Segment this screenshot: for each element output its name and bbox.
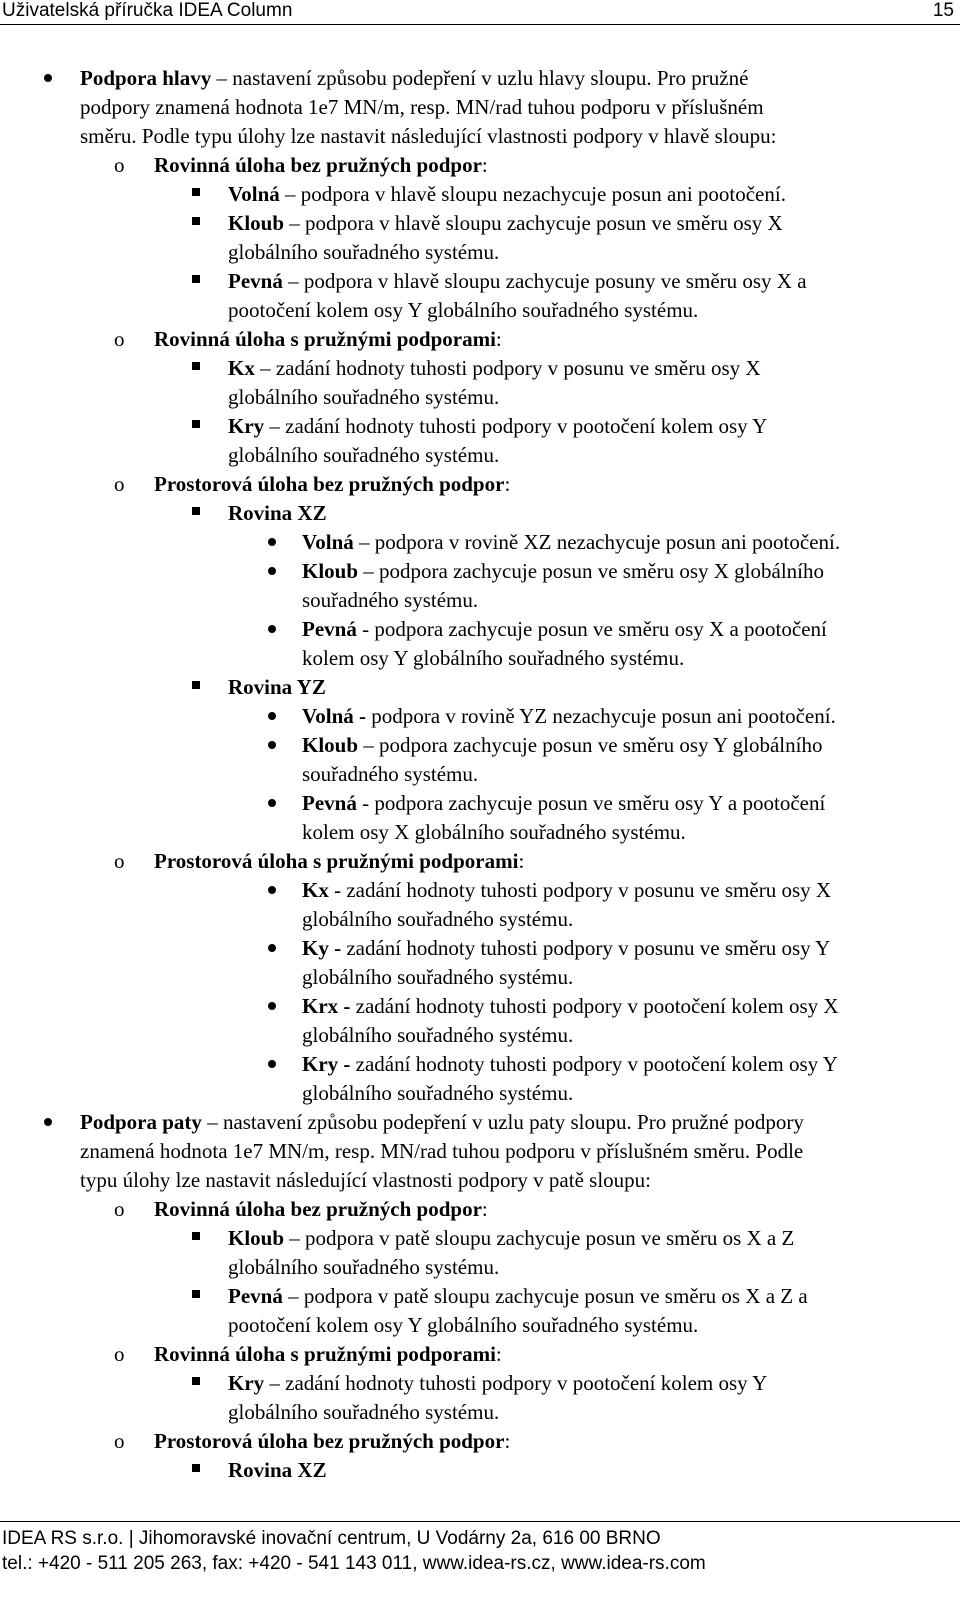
bullet-square-icon: [190, 1224, 206, 1253]
description-text: typu úlohy lze nastavit následující vlastnosti podpory v patě sloupu:: [80, 1168, 651, 1192]
term-label: Pevná: [302, 791, 357, 815]
bullet-dot-icon: [264, 528, 280, 557]
list-item: [0, 325, 960, 354]
list-item: [0, 1224, 960, 1282]
page-header: [0, 0, 960, 25]
description-text: směru. Podle typu úlohy lze nastavit následující vlastnosti podpory v hlavě sloupu:: [80, 124, 777, 148]
text-line: [228, 1369, 960, 1398]
description-text: pootočení kolem osy Y globálního souřadného systému.: [228, 1313, 699, 1337]
text-line: [228, 296, 960, 325]
description-text: globálního souřadného systému.: [302, 907, 574, 931]
description-text: :: [518, 849, 525, 873]
list-item: [0, 267, 960, 325]
text-line: [228, 180, 960, 209]
page-footer: [0, 1521, 960, 1576]
description-text: – podpora v rovině XZ nezachycuje posun ani pootočení.: [353, 530, 841, 554]
text-line: [228, 267, 960, 296]
description-text: globálního souřadného systému.: [302, 1023, 574, 1047]
description-text: globálního souřadného systému.: [302, 1081, 574, 1105]
list-item-text: [228, 1456, 960, 1485]
list-item: [0, 1282, 960, 1340]
list-item: [0, 934, 960, 992]
description-text: – nastavení způsobu podepření v uzlu paty sloupu. Pro pružné podpory: [201, 1110, 804, 1134]
text-line: [302, 934, 960, 963]
term-label: Rovina YZ: [228, 675, 326, 699]
list-item: [0, 615, 960, 673]
term-label: Kloub: [302, 559, 359, 583]
bullet-circle-icon: o: [114, 1342, 125, 1366]
term-label: Podpora hlavy: [80, 66, 212, 90]
list-item: [0, 1369, 960, 1427]
term-label: Kx: [228, 356, 255, 380]
text-line: [228, 441, 960, 470]
list-item: [0, 528, 960, 557]
description-text: globálního souřadného systému.: [228, 1400, 500, 1424]
text-line: [302, 615, 960, 644]
term-label: Pevná: [228, 269, 283, 293]
text-line: [302, 1079, 960, 1108]
bullet-square-icon: [190, 1369, 206, 1398]
description-text: :: [495, 1342, 502, 1366]
description-text: kolem osy X globálního souřadného systému.: [302, 820, 686, 844]
list-item: [0, 1108, 960, 1195]
bullet-dot-icon: [40, 1108, 56, 1137]
text-line: [154, 470, 960, 499]
list-item: [0, 789, 960, 847]
bullet-square-icon: [190, 1456, 206, 1485]
text-line: [80, 1137, 960, 1166]
description-text: globálního souřadného systému.: [228, 385, 500, 409]
list-item-text: [228, 354, 960, 412]
description-text: – podpora v patě sloupu zachycuje posun ve směru os X a Z: [284, 1226, 795, 1250]
term-label: Rovina XZ: [228, 1458, 327, 1482]
list-item: [0, 702, 960, 731]
list-item: [0, 1456, 960, 1485]
bullet-square-icon: [190, 1282, 206, 1311]
text-line: [302, 876, 960, 905]
list-item-text: [154, 325, 960, 354]
list-item: [0, 180, 960, 209]
text-line: [154, 1340, 960, 1369]
bullet-square-icon: [190, 354, 206, 383]
text-line: [228, 238, 960, 267]
list-item: [0, 1427, 960, 1456]
text-line: [302, 731, 960, 760]
text-line: [154, 1427, 960, 1456]
list-item-text: [154, 151, 960, 180]
description-text: globálního souřadného systému.: [302, 965, 574, 989]
bullet-dot-icon: [264, 557, 280, 586]
text-line: [228, 1224, 960, 1253]
text-line: [154, 325, 960, 354]
list-item-text: [154, 1427, 960, 1456]
list-item-text: [80, 64, 960, 151]
list-item: [0, 1195, 960, 1224]
bullet-square-icon: [190, 412, 206, 441]
bullet-square-icon: [190, 180, 206, 209]
term-label: Rovina XZ: [228, 501, 327, 525]
description-text: zadání hodnoty tuhosti podpory v pootočení kolem osy X: [350, 994, 839, 1018]
description-text: podpory znamená hodnota 1e7 MN/m, resp. MN/rad tuhou podporu v příslušném: [80, 95, 764, 119]
list-item-text: [302, 702, 960, 731]
list-item: [0, 209, 960, 267]
list-item: [0, 731, 960, 789]
description-text: – zadání hodnoty tuhosti podpory v pootočení kolem osy Y: [264, 1371, 768, 1395]
description-text: – podpora zachycuje posun ve směru osy Y globálního: [358, 733, 823, 757]
description-text: souřadného systému.: [302, 762, 479, 786]
list-item-text: [228, 1224, 960, 1282]
list-item: [0, 470, 960, 499]
term-label: Volná -: [302, 704, 366, 728]
term-label: Rovinná úloha bez pružných podpor: [154, 153, 482, 177]
list-item-text: [302, 934, 960, 992]
description-text: – zadání hodnoty tuhosti podpory v pootočení kolem osy Y: [264, 414, 768, 438]
list-item-text: [228, 1282, 960, 1340]
text-line: [228, 1253, 960, 1282]
description-text: – podpora zachycuje posun ve směru osy X globálního: [358, 559, 825, 583]
list-item-text: [228, 267, 960, 325]
term-label: Krx -: [302, 994, 351, 1018]
page-number: 15: [932, 0, 954, 21]
term-label: Volná: [302, 530, 354, 554]
list-item: [0, 557, 960, 615]
text-line: [302, 1050, 960, 1079]
description-text: :: [495, 327, 502, 351]
text-line: [302, 905, 960, 934]
list-item-text: [302, 557, 960, 615]
description-text: :: [481, 1197, 488, 1221]
document-title: Uživatelská příručka IDEA Column: [2, 0, 293, 21]
text-line: [302, 818, 960, 847]
text-line: [302, 557, 960, 586]
term-label: Rovinná úloha bez pružných podpor: [154, 1197, 482, 1221]
bullet-dot-icon: [40, 64, 56, 93]
text-line: [154, 847, 960, 876]
description-text: - podpora zachycuje posun ve směru osy X a pootočení: [356, 617, 827, 641]
list-item-text: [302, 615, 960, 673]
term-label: Rovinná úloha s pružnými podporami: [154, 1342, 496, 1366]
list-item: [0, 1050, 960, 1108]
bullet-dot-icon: [264, 702, 280, 731]
text-line: [302, 992, 960, 1021]
footer-address: IDEA RS s.r.o. | Jihomoravské inovační centrum, U Vodárny 2a, 616 00 BRNO: [2, 1528, 661, 1549]
bullet-dot-icon: [264, 876, 280, 905]
text-line: [228, 1282, 960, 1311]
term-label: Kry: [228, 1371, 265, 1395]
term-label: Kloub: [228, 1226, 285, 1250]
description-text: pootočení kolem osy Y globálního souřadného systému.: [228, 298, 699, 322]
list-item: [0, 1340, 960, 1369]
bullet-square-icon: [190, 673, 206, 702]
list-item: [0, 354, 960, 412]
text-line: [228, 1311, 960, 1340]
bullet-square-icon: [190, 267, 206, 296]
document-body: [0, 64, 960, 1485]
text-line: [302, 1021, 960, 1050]
list-item-text: [228, 1369, 960, 1427]
description-text: zadání hodnoty tuhosti podpory v posunu ve směru osy Y: [341, 936, 831, 960]
list-item-text: [228, 180, 960, 209]
term-label: Prostorová úloha bez pružných podpor: [154, 472, 505, 496]
list-item-text: [302, 731, 960, 789]
term-label: Ky -: [302, 936, 342, 960]
description-text: – podpora v hlavě sloupu zachycuje posun ve směru osy X: [284, 211, 783, 235]
term-label: Kry: [228, 414, 265, 438]
text-line: [228, 412, 960, 441]
description-text: :: [481, 153, 488, 177]
list-item-text: [302, 876, 960, 934]
bullet-circle-icon: o: [114, 327, 125, 351]
term-label: Pevná: [302, 617, 357, 641]
term-label: Kloub: [302, 733, 359, 757]
text-line: [228, 673, 960, 702]
list-item: [0, 847, 960, 876]
bullet-circle-icon: o: [114, 1197, 125, 1221]
text-line: [80, 1166, 960, 1195]
description-text: kolem osy Y globálního souřadného systému.: [302, 646, 685, 670]
text-line: [228, 1456, 960, 1485]
term-label: Volná: [228, 182, 280, 206]
text-line: [302, 528, 960, 557]
term-label: Rovinná úloha s pružnými podporami: [154, 327, 496, 351]
text-line: [228, 499, 960, 528]
description-text: globálního souřadného systému.: [228, 240, 500, 264]
bullet-dot-icon: [264, 615, 280, 644]
term-label: Kx: [302, 878, 329, 902]
term-label: Pevná: [228, 1284, 283, 1308]
text-line: [80, 93, 960, 122]
text-line: [228, 383, 960, 412]
text-line: [302, 644, 960, 673]
text-line: [80, 1108, 960, 1137]
list-item: [0, 64, 960, 151]
description-text: – podpora v hlavě sloupu nezachycuje posun ani pootočení.: [279, 182, 786, 206]
text-line: [80, 122, 960, 151]
term-label: Podpora paty: [80, 1110, 202, 1134]
term-label: Kry -: [302, 1052, 351, 1076]
footer-contact: tel.: +420 - 511 205 263, fax: +420 - 541 143 011, www.idea-rs.cz, www.idea-rs.com: [2, 1553, 706, 1574]
bullet-dot-icon: [264, 789, 280, 818]
description-text: znamená hodnota 1e7 MN/m, resp. MN/rad tuhou podporu v příslušném směru. Podle: [80, 1139, 804, 1163]
description-text: - podpora zachycuje posun ve směru osy Y a pootočení: [356, 791, 826, 815]
text-line: [302, 702, 960, 731]
description-text: – zadání hodnoty tuhosti podpory v posunu ve směru osy X: [254, 356, 761, 380]
term-label: Prostorová úloha bez pružných podpor: [154, 1429, 505, 1453]
text-line: [228, 1398, 960, 1427]
list-item: [0, 499, 960, 528]
bullet-circle-icon: o: [114, 153, 125, 177]
bullet-dot-icon: [264, 731, 280, 760]
bullet-dot-icon: [264, 1050, 280, 1079]
description-text: – podpora v hlavě sloupu zachycuje posuny ve směru osy X a: [282, 269, 807, 293]
text-line: [228, 209, 960, 238]
list-item-text: [228, 673, 960, 702]
text-line: [154, 151, 960, 180]
list-item-text: [228, 499, 960, 528]
text-line: [228, 354, 960, 383]
bullet-dot-icon: [264, 992, 280, 1021]
list-item-text: [302, 1050, 960, 1108]
bullet-square-icon: [190, 209, 206, 238]
list-item-text: [154, 1340, 960, 1369]
description-text: podpora v rovině YZ nezachycuje posun ani pootočení.: [366, 704, 836, 728]
description-text: - zadání hodnoty tuhosti podpory v posunu ve směru osy X: [328, 878, 832, 902]
list-item-text: [228, 412, 960, 470]
list-item-text: [154, 847, 960, 876]
list-item: [0, 412, 960, 470]
list-item: [0, 673, 960, 702]
list-item-text: [154, 470, 960, 499]
description-text: souřadného systému.: [302, 588, 479, 612]
list-item-text: [302, 992, 960, 1050]
bullet-dot-icon: [264, 934, 280, 963]
list-item: [0, 992, 960, 1050]
text-line: [302, 760, 960, 789]
description-text: zadání hodnoty tuhosti podpory v pootočení kolem osy Y: [350, 1052, 838, 1076]
bullet-circle-icon: o: [114, 1429, 125, 1453]
term-label: Kloub: [228, 211, 285, 235]
list-item-text: [154, 1195, 960, 1224]
term-label: Prostorová úloha s pružnými podporami: [154, 849, 519, 873]
description-text: – nastavení způsobu podepření v uzlu hlavy sloupu. Pro pružné: [211, 66, 749, 90]
list-item-text: [80, 1108, 960, 1195]
bullet-square-icon: [190, 499, 206, 528]
description-text: globálního souřadného systému.: [228, 443, 500, 467]
list-item: [0, 876, 960, 934]
text-line: [302, 789, 960, 818]
description-text: :: [504, 472, 511, 496]
list-item-text: [302, 528, 960, 557]
list-item-text: [228, 209, 960, 267]
description-text: :: [504, 1429, 511, 1453]
bullet-circle-icon: o: [114, 849, 125, 873]
list-item: [0, 151, 960, 180]
text-line: [154, 1195, 960, 1224]
list-item-text: [302, 789, 960, 847]
bullet-circle-icon: o: [114, 472, 125, 496]
text-line: [302, 586, 960, 615]
text-line: [80, 64, 960, 93]
text-line: [302, 963, 960, 992]
description-text: globálního souřadného systému.: [228, 1255, 500, 1279]
description-text: – podpora v patě sloupu zachycuje posun ve směru os X a Z a: [282, 1284, 808, 1308]
